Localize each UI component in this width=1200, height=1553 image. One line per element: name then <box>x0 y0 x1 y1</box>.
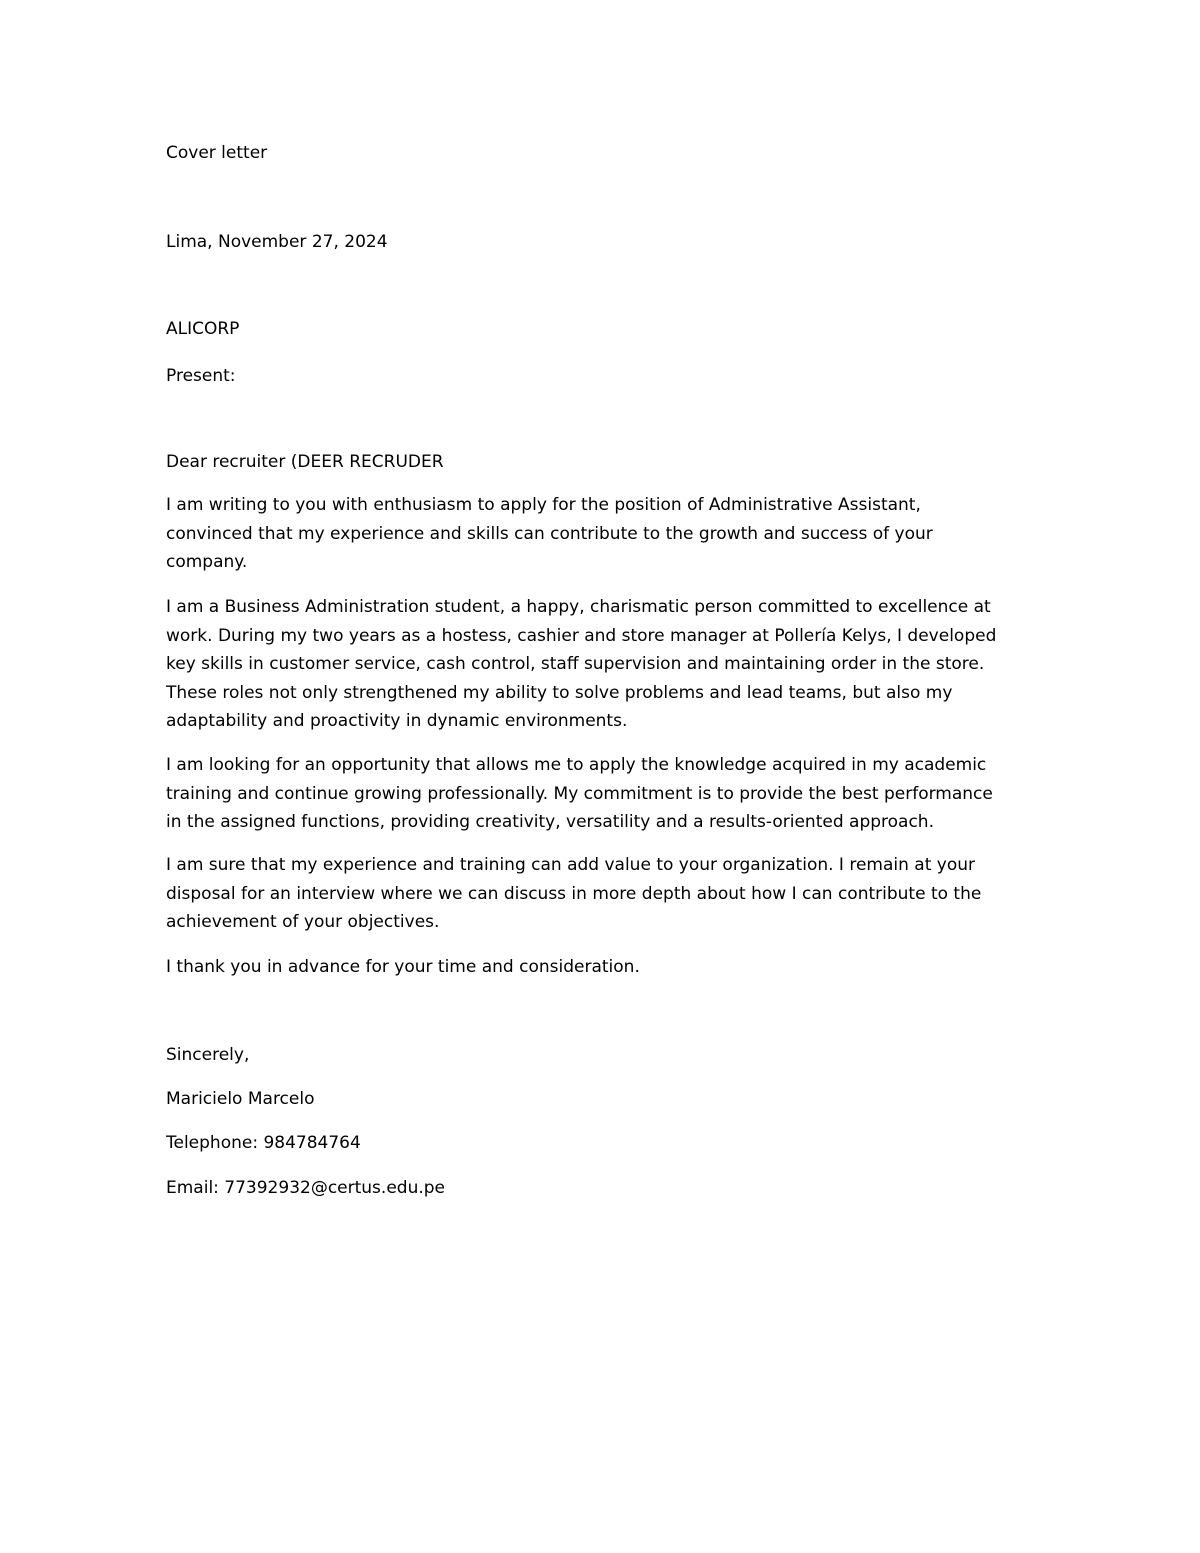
paragraph-background <box>166 593 1036 736</box>
recipient-company: ALICORP <box>166 319 240 339</box>
document-heading: Cover letter <box>166 143 268 163</box>
signature-name: Maricielo Marcelo <box>166 1089 315 1109</box>
paragraph-line: These roles not only strengthened my ability to solve problems and lead teams, but also my <box>166 682 953 703</box>
paragraph-line: company. <box>166 552 248 572</box>
paragraph-line: training and continue growing professionally. My commitment is to provide the best performance <box>166 783 993 804</box>
paragraph-line: convinced that my experience and skills can contribute to the growth and success of your <box>166 523 933 544</box>
paragraph-intro <box>166 491 1036 577</box>
paragraph-line: I thank you in advance for your time and consideration. <box>166 957 640 977</box>
closing: Sincerely, <box>166 1045 250 1065</box>
contact-telephone: Telephone: 984784764 <box>166 1133 361 1153</box>
paragraph-line: key skills in customer service, cash control, staff supervision and maintaining order in the store. <box>166 654 985 674</box>
paragraph-line: in the assigned functions, providing creativity, versatility and a results-oriented approach. <box>166 812 934 832</box>
paragraph-line: achievement of your objectives. <box>166 912 440 932</box>
contact-email: Email: 77392932@certus.edu.pe <box>166 1178 445 1198</box>
paragraph-goals <box>166 751 1036 837</box>
paragraph-line: work. During my two years as a hostess, cashier and store manager at Pollería Kelys, I developed <box>166 625 997 646</box>
paragraph-thanks <box>166 953 1036 982</box>
place-date: Lima, November 27, 2024 <box>166 232 388 252</box>
paragraph-line: I am looking for an opportunity that allows me to apply the knowledge acquired in my academic <box>166 755 987 775</box>
paragraph-value <box>166 851 1036 937</box>
paragraph-line: adaptability and proactivity in dynamic environments. <box>166 711 628 731</box>
recipient-present: Present: <box>166 366 236 386</box>
paragraph-line: disposal for an interview where we can discuss in more depth about how I can contribute to the <box>166 883 982 904</box>
paragraph-line: I am a Business Administration student, a happy, charismatic person committed to excellence at <box>166 597 991 617</box>
paragraph-line: I am sure that my experience and training can add value to your organization. I remain at your <box>166 855 976 875</box>
paragraph-line: I am writing to you with enthusiasm to apply for the position of Administrative Assistant, <box>166 495 921 515</box>
salutation: Dear recruiter (DEER RECRUDER <box>166 452 444 472</box>
